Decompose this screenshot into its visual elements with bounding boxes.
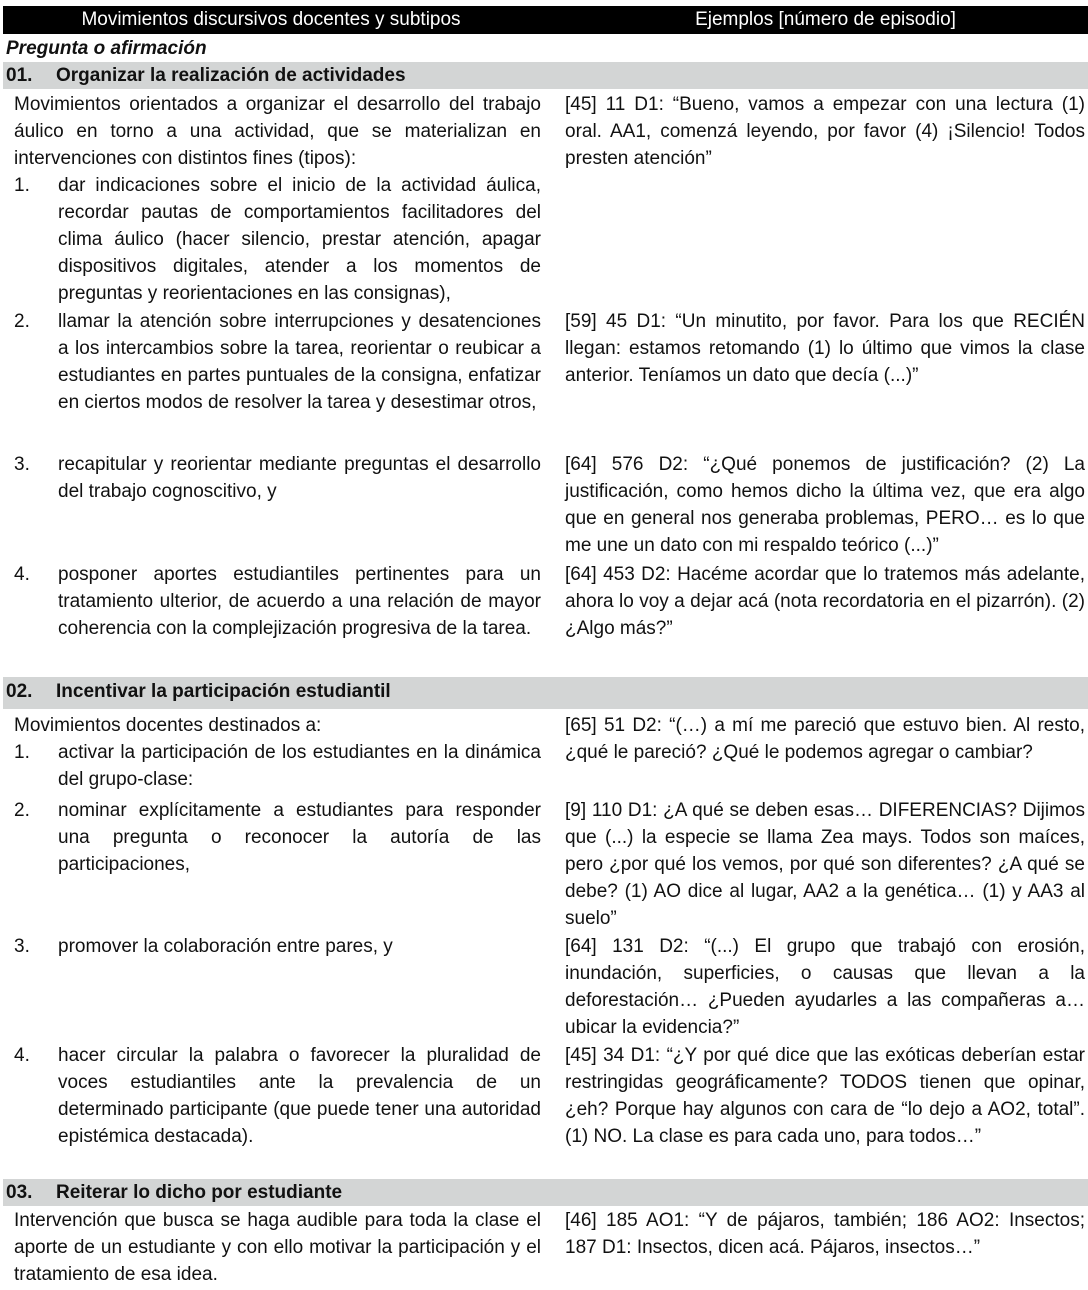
list-item: 4. posponer aportes estudiantiles pertinentes para un tratamiento ulterior, de acuerdo a una relación de mayor coherencia con la complejización progresiva de la tarea.	[14, 564, 541, 639]
section-header-02	[3, 677, 1088, 709]
column-header-moves: Movimientos discursivos docentes y subtipos	[81, 9, 461, 30]
list-item: 1. dar indicaciones sobre el inicio de la actividad áulica, recordar pautas de comportamientos facilitadores del clima áulico (hacer silencio, prestar atención, apagar dispositivos digitales, atender a los momentos de preguntas y reorientaciones en las consignas),	[14, 175, 541, 304]
list-item: 4. hacer circular la palabra o favorecer la pluralidad de voces estudiantiles ante la prevalencia de un determinado participante (que puede tener una autoridad epistémica destacada).	[14, 1045, 541, 1147]
example-quote: [46] 185 AO1: “Y de pájaros, también; 186 AO2: Insectos; 187 D1: Insectos, dicen acá. Pájaros, insectos…”	[565, 1210, 1085, 1258]
example-quote: [59] 45 D1: “Un minutito, por favor. Para los que RECIÉN llegan: estamos retomando (1) lo último que vimos la clase anterior. Teníamos un dato que decía (...)”	[565, 311, 1085, 386]
list-item: 3. recapitular y reorientar mediante preguntas el desarrollo del trabajo cognoscitivo, y	[14, 454, 541, 502]
section-title: Reiterar lo dicho por estudiante	[56, 1182, 343, 1203]
section-intro: Intervención que busca se haga audible para toda la clase el aporte de un estudiante y con ello motivar la participación y el tratamiento de esa idea.	[14, 1210, 541, 1285]
section-intro: Movimientos docentes destinados a:	[14, 715, 322, 736]
section-number: 02.	[6, 681, 33, 702]
list-item: 2. llamar la atención sobre interrupciones y desatenciones a los intercambios sobre la tarea, reorientar o reubicar a estudiantes en partes puntuales de la consigna, enfatizar en ciertos modos de resolver la tarea y desestimar otros,	[14, 311, 541, 413]
list-item: 3. promover la colaboración entre pares, y	[14, 936, 393, 957]
category-heading: Pregunta o afirmación	[6, 38, 207, 59]
section-header-01	[3, 62, 1088, 89]
example-quote: [64] 453 D2: Hacéme acordar que lo tratemos más adelante, ahora lo voy a dejar acá (nota recordatoria en el pizarrón). (2) ¿Algo más?”	[565, 564, 1085, 639]
section-number: 03.	[6, 1182, 33, 1203]
example-quote: [45] 11 D1: “Bueno, vamos a empezar con una lectura (1) oral. AA1, comenzá leyendo, por favor (4) ¡Silencio! Todos presten atención”	[565, 94, 1085, 169]
list-item: 1. activar la participación de los estudiantes en la dinámica del grupo-clase:	[14, 742, 541, 790]
section-header-03	[3, 1179, 1088, 1206]
column-header-examples: Ejemplos [número de episodio]	[695, 9, 956, 30]
example-quote: [64] 131 D2: “(...) El grupo que trabajó con erosión, inundación, superficies, o causas que llevan a la deforestación… ¿Pueden ayudarles a las compañeras a… ubicar la evidencia?”	[565, 936, 1085, 1038]
example-quote: [65] 51 D2: “(…) a mí me pareció que estuvo bien. Al resto, ¿qué le pareció? ¿Qué le podemos agregar o cambiar?	[565, 715, 1085, 763]
section-intro: Movimientos orientados a organizar el desarrollo del trabajo áulico en torno a una actividad, que se materializan en intervenciones con distintos fines (tipos):	[14, 94, 541, 169]
example-quote: [9] 110 D1: ¿A qué se deben esas… DIFERENCIAS? Dijimos que (...) la especie se llama Zea mays. Todos son maíces, pero ¿por qué los vemos, por qué son diferentes? ¿A qué se debe? (1) AO dice al lugar, AA2 a la genética… (1) y AA3 al suelo”	[565, 800, 1085, 929]
list-item: 2. nominar explícitamente a estudiantes para responder una pregunta o reconocer la autoría de las participaciones,	[14, 800, 541, 875]
section-title: Incentivar la participación estudiantil	[56, 681, 391, 702]
example-quote: [64] 576 D2: “¿Qué ponemos de justificación? (2) La justificación, como hemos dicho la última vez, que era algo que en general nos generaba problemas, PERO… es lo que me une un dato con mi respaldo teórico (...)”	[565, 454, 1085, 556]
example-quote: [45] 34 D1: “¿Y por qué dice que las exóticas deberían estar restringidas geográficamente? TODOS tienen que opinar, ¿eh? Porque hay algunos con cara de “lo dejo a AO2, total”. (1) NO. La clase es para cada uno, para todos…”	[565, 1045, 1085, 1147]
table-header-row	[3, 6, 1088, 34]
section-number: 01.	[6, 65, 33, 86]
section-title: Organizar la realización de actividades	[56, 65, 406, 86]
